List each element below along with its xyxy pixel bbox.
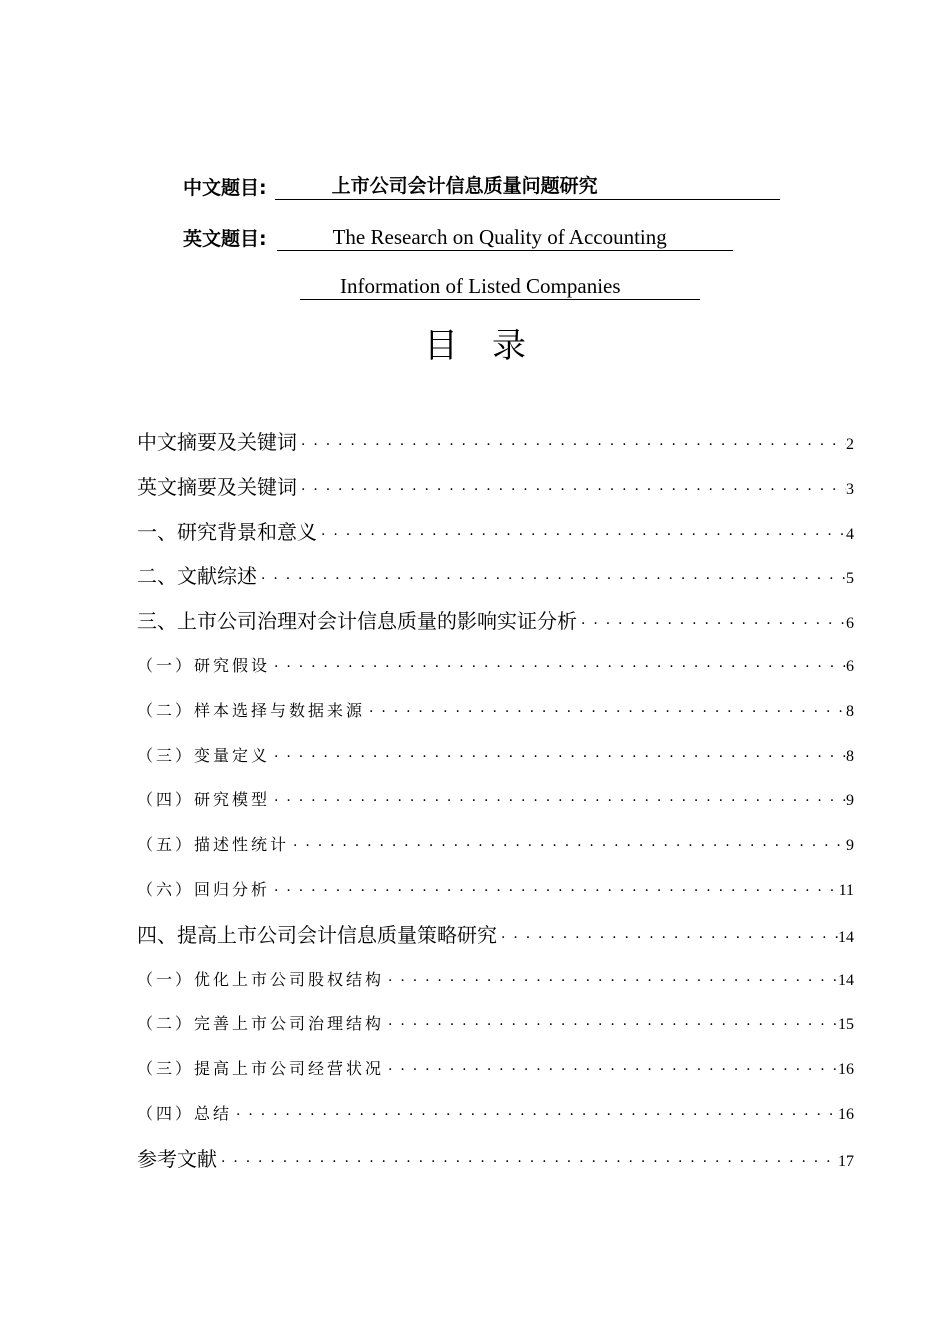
toc-dot-leader [365, 690, 846, 735]
toc-entry-title: 一、研究背景和意义 [137, 519, 317, 544]
toc-page-number: 6 [846, 615, 854, 633]
toc-entry[interactable] [137, 913, 854, 958]
toc-entry[interactable] [137, 510, 854, 555]
english-title-label: 英文题目: [183, 228, 267, 250]
toc-page-number: 3 [846, 480, 854, 498]
toc-page-number: 15 [838, 1016, 854, 1034]
english-title-continuation [300, 272, 700, 300]
toc-page-number: 6 [846, 657, 854, 675]
toc-entry[interactable] [137, 1047, 854, 1092]
chinese-title-value: 上市公司会计信息质量问题研究 [275, 172, 780, 200]
toc-page-number: 17 [838, 1152, 854, 1170]
toc-dot-leader [384, 959, 838, 1004]
toc-entry[interactable] [137, 465, 854, 510]
toc-entry[interactable] [137, 599, 854, 644]
toc-entry[interactable] [137, 823, 854, 868]
toc-entry-title: （三）提高上市公司经营状况 [137, 1059, 385, 1079]
toc-heading: 目录 [424, 326, 560, 366]
toc-entry-title: 中文摘要及关键词 [137, 430, 297, 454]
toc-page-number: 14 [838, 928, 854, 946]
toc-page-number: 16 [838, 1061, 854, 1079]
toc-entry[interactable] [137, 689, 854, 734]
toc-entry[interactable] [137, 868, 854, 913]
toc-dot-leader [270, 735, 846, 780]
toc-dot-leader [384, 1003, 838, 1048]
toc-page-number: 2 [846, 436, 854, 453]
toc-entry-title: （一）优化上市公司股权结构 [137, 969, 385, 989]
toc-entry[interactable] [137, 778, 854, 823]
toc-entry-title: （四）研究模型 [137, 790, 271, 810]
toc-page-number: 5 [846, 570, 854, 588]
toc-entry[interactable] [137, 1002, 854, 1047]
toc-dot-leader [270, 869, 839, 914]
toc-entry-title: 四、提高上市公司会计信息质量策略研究 [137, 922, 497, 947]
toc-entry-title: （六）回归分析 [137, 879, 271, 899]
toc-entry-title: （三）变量定义 [137, 745, 271, 765]
toc-entry[interactable] [137, 644, 854, 689]
english-title-line2: Information of Listed Companies [300, 272, 700, 300]
english-title-row [183, 223, 733, 251]
toc-entry[interactable] [137, 958, 854, 1003]
table-of-contents [137, 420, 854, 1182]
toc-dot-leader [232, 1093, 838, 1138]
chinese-title-row [183, 172, 780, 200]
toc-dot-leader [497, 916, 838, 961]
toc-dot-leader [297, 423, 846, 468]
toc-page-number: 8 [846, 747, 854, 765]
toc-dot-leader [270, 779, 846, 824]
toc-dot-leader [317, 513, 846, 558]
toc-entry[interactable] [137, 734, 854, 779]
toc-page-number: 14 [838, 971, 854, 989]
toc-page-number: 4 [846, 525, 854, 543]
toc-entry-title: （四）总结 [137, 1103, 233, 1123]
chinese-title-label: 中文题目: [183, 177, 267, 199]
toc-dot-leader [289, 824, 846, 869]
toc-entry[interactable] [137, 1092, 854, 1137]
english-title-line1: The Research on Quality of Accounting [277, 223, 733, 251]
toc-dot-leader [270, 645, 846, 690]
toc-entry-title: （五）描述性统计 [137, 835, 290, 855]
toc-dot-leader [297, 468, 846, 513]
toc-entry-title: 参考文献 [137, 1146, 217, 1171]
toc-entry-title: （二）样本选择与数据来源 [137, 700, 366, 720]
toc-page-number: 16 [838, 1105, 854, 1123]
toc-entry[interactable] [137, 420, 854, 465]
toc-entry[interactable] [137, 1137, 854, 1182]
toc-entry-title: （一）研究假设 [137, 655, 271, 675]
toc-entry[interactable] [137, 554, 854, 599]
toc-dot-leader [257, 557, 846, 602]
toc-dot-leader [384, 1048, 838, 1093]
toc-entry-title: 英文摘要及关键词 [137, 474, 297, 499]
toc-entry-title: （二）完善上市公司治理结构 [137, 1014, 385, 1034]
toc-page-number: 8 [846, 702, 854, 720]
toc-entry-title: 三、上市公司治理对会计信息质量的影响实证分析 [137, 609, 577, 634]
toc-page-number: 9 [846, 837, 854, 855]
toc-page-number: 9 [846, 792, 854, 810]
toc-dot-leader [217, 1140, 838, 1185]
toc-entry-title: 二、文献综述 [137, 564, 257, 589]
toc-dot-leader [577, 602, 846, 647]
toc-page-number: 11 [838, 881, 854, 899]
